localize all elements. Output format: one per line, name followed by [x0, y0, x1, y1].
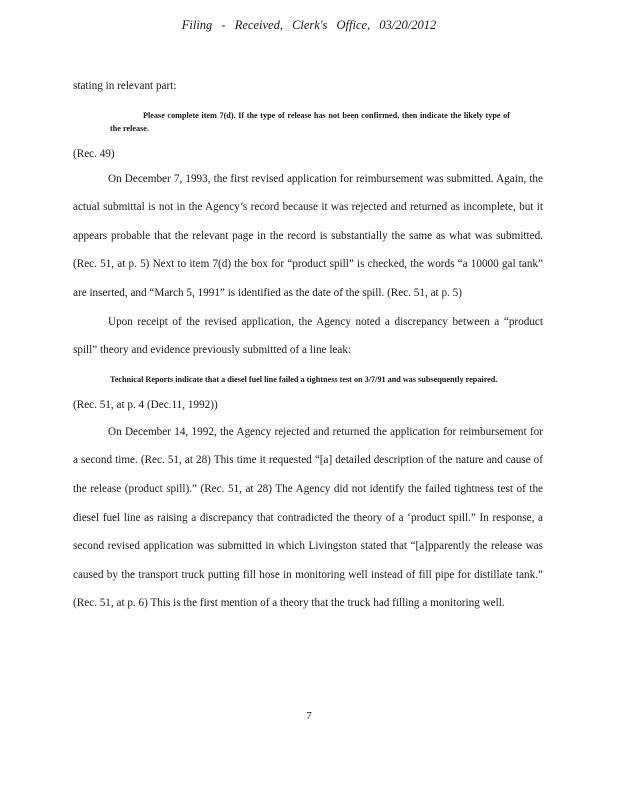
page-number: 7 [306, 710, 312, 722]
paragraph-3: On December 14, 1992, the Agency rejected and returned the application for reimbursement for a second time. (Rec. 51, at 28) This time it requested “[a] detailed description of the nature and cause of the release (product spill).” (Rec. 51, at 28) The Agency did not identify the failed tightness test of the diesel fuel line as raising a discrepancy that contradicted the theory of a ‘product spill.” In response, a second revised application was submitted in which Livingston stated that “[a]pparently the release was caused by the transport truck putting fill hose in monitoring well instead of fill pipe for distillate tank.” (Rec. 51, at p. 6) This is the first mention of a theory that the truck had filling a monitoring well. [73, 425, 543, 610]
citation-1: (Rec. 49) [73, 147, 115, 160]
document-body [73, 72, 543, 618]
intro-line: stating in relevant part: [73, 80, 177, 92]
block-quote-1: Please complete item 7(d). If the type of release has not been confirmed, then indicate the likely type of the release. [110, 110, 510, 133]
paragraph-1: On December 7, 1993, the first revised application for reimbursement was submitted. Again, the actual submittal is not in the Agency’s record because it was rejected and returned as incomplete, but it appears probable that the relevant page in the record is substantially the same as what was submitted. (Rec. 51, at p. 5) Next to item 7(d) the box for “product spill” is checked, the words “a 10000 gal tank” are inserted, and “March 5, 1991” is identified as the date of the spill. (Rec. 51, at p. 5) [73, 172, 543, 299]
page-header: Filing - Received, Clerk's Office, 03/20/2012 [181, 18, 437, 32]
citation-2: (Rec. 51, at p. 4 (Dec.11, 1992)) [73, 398, 218, 411]
block-quote-2: Technical Reports indicate that a diesel fuel line failed a tightness test on 3/7/91 and was subsequently repaired. [110, 374, 498, 384]
paragraph-2: Upon receipt of the revised application, the Agency noted a discrepancy between a “product spill” theory and evidence previously submitted of a line leak: [73, 315, 543, 357]
